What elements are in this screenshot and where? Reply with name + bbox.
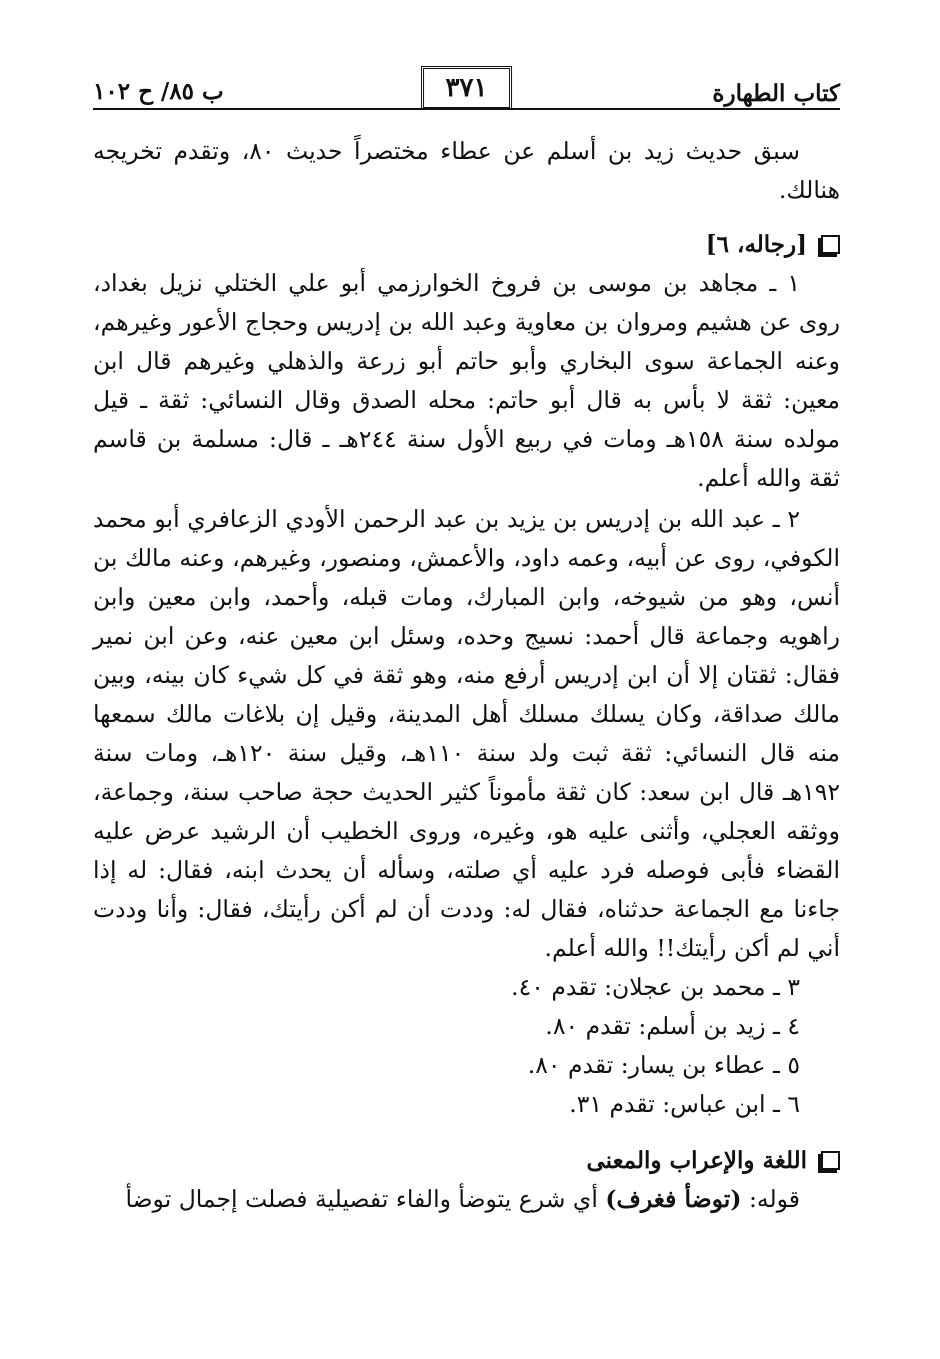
- narrator-entry-6: ٦ ـ ابن عباس: تقدم ٣١.: [569, 1090, 800, 1118]
- lugha-explanation: أي شرع يتوضأ والفاء تفصيلية فصلت إجمال توضأ: [125, 1185, 606, 1213]
- page-number: ٣٧١: [421, 66, 513, 110]
- narrator-entry-2: ٢ ـ عبد الله بن إدريس بن يزيد بن عبد الرحمن الأودي الزعافري أبو محمد الكوفي، روى عن أبيه، وعمه داود، والأعمش، ومنصور، وغيرهم، وعنه مالك بن أنس، وهو من شيوخه، وابن المبارك، ومات قبله، وأحمد، وابن معين وابن راهويه وجماعة قال أحمد: نسيج وحده، وسئل ابن معين عنه، وعن ابن نمير فقال: ثقتان إلا أن ابن إدريس أرفع منه، وهو ثقة في كل شيء كان بينه، وبين مالك صداقة، وكان يسلك مسلك أهل المدينة، وقيل إن بلاغات مالك سمعها منه قال النسائي: ثقة ثبت ولد سنة ١١٠هـ، وقيل سنة ١٢٠هـ، ومات سنة ١٩٢هـ قال ابن سعد: كان ثقة مأموناً كثير الحديث حجة صاحب سنة، وجماعة، ووثقه العجلي، وأثنى عليه هو، وغيره، وروى الخطيب أن الرشيد عرض عليه القضاء فأبى فوصله فرد عليه أي صلته، وسأله أن يحدث ابنه، فقال: له إذا جاءنا مع الجماعة حدثناه، فقال له: وددت أن لم أكن رأيتك، فقال: وأنا وددت أني لم أكن رأيتك!! والله أعلم.: [93, 505, 841, 962]
- document-page: [93, 60, 840, 1219]
- book-title: كتاب الطهارة: [712, 80, 840, 107]
- page-body: [93, 132, 840, 1219]
- section-heading-lugha: [93, 1140, 840, 1180]
- square-bullet-icon: [821, 1151, 840, 1170]
- narrator-entry-3: ٣ ـ محمد بن عجلان: تقدم ٤٠.: [511, 973, 800, 1001]
- square-bullet-icon: [821, 235, 840, 254]
- section-heading-rijal: [93, 224, 840, 264]
- lugha-prefix: قوله:: [741, 1185, 800, 1213]
- narrator-entry-1: ١ ـ مجاهد بن موسى بن فروخ الخوارزمي أبو علي الختلي نزيل بغداد، روى عن هشيم ومروان بن معاوية وعبد الله بن إدريس وحجاج الأعور وغيرهم، وعنه الجماعة سوى البخاري وأبو حاتم أبو زرعة والذهلي وغيرهم قال ابن معين: ثقة لا بأس به قال أبو حاتم: محله الصدق وقال النسائي: ثقة ـ قيل مولده سنة ١٥٨هـ ومات في ربيع الأول سنة ٢٤٤هـ ـ قال: مسلمة بن قاسم ثقة والله أعلم.: [93, 269, 840, 492]
- section-heading-lugha-label: اللغة والإعراب والمعنى: [586, 1146, 807, 1174]
- lugha-paragraph: [93, 1180, 840, 1219]
- chapter-reference: ب ٨٥/ ح ١٠٢: [93, 78, 224, 105]
- intro-paragraph: سبق حديث زيد بن أسلم عن عطاء مختصراً حديث ٨٠، وتقدم تخريجه هنالك.: [93, 137, 840, 204]
- page-header: [93, 60, 840, 110]
- quoted-phrase: (توضأ فغرف): [605, 1185, 742, 1213]
- section-heading-rijal-label: [رجاله، ٦]: [705, 230, 807, 258]
- narrator-entry-4: ٤ ـ زيد بن أسلم: تقدم ٨٠.: [545, 1012, 800, 1040]
- narrator-entry-5: ٥ ـ عطاء بن يسار: تقدم ٨٠.: [527, 1051, 800, 1079]
